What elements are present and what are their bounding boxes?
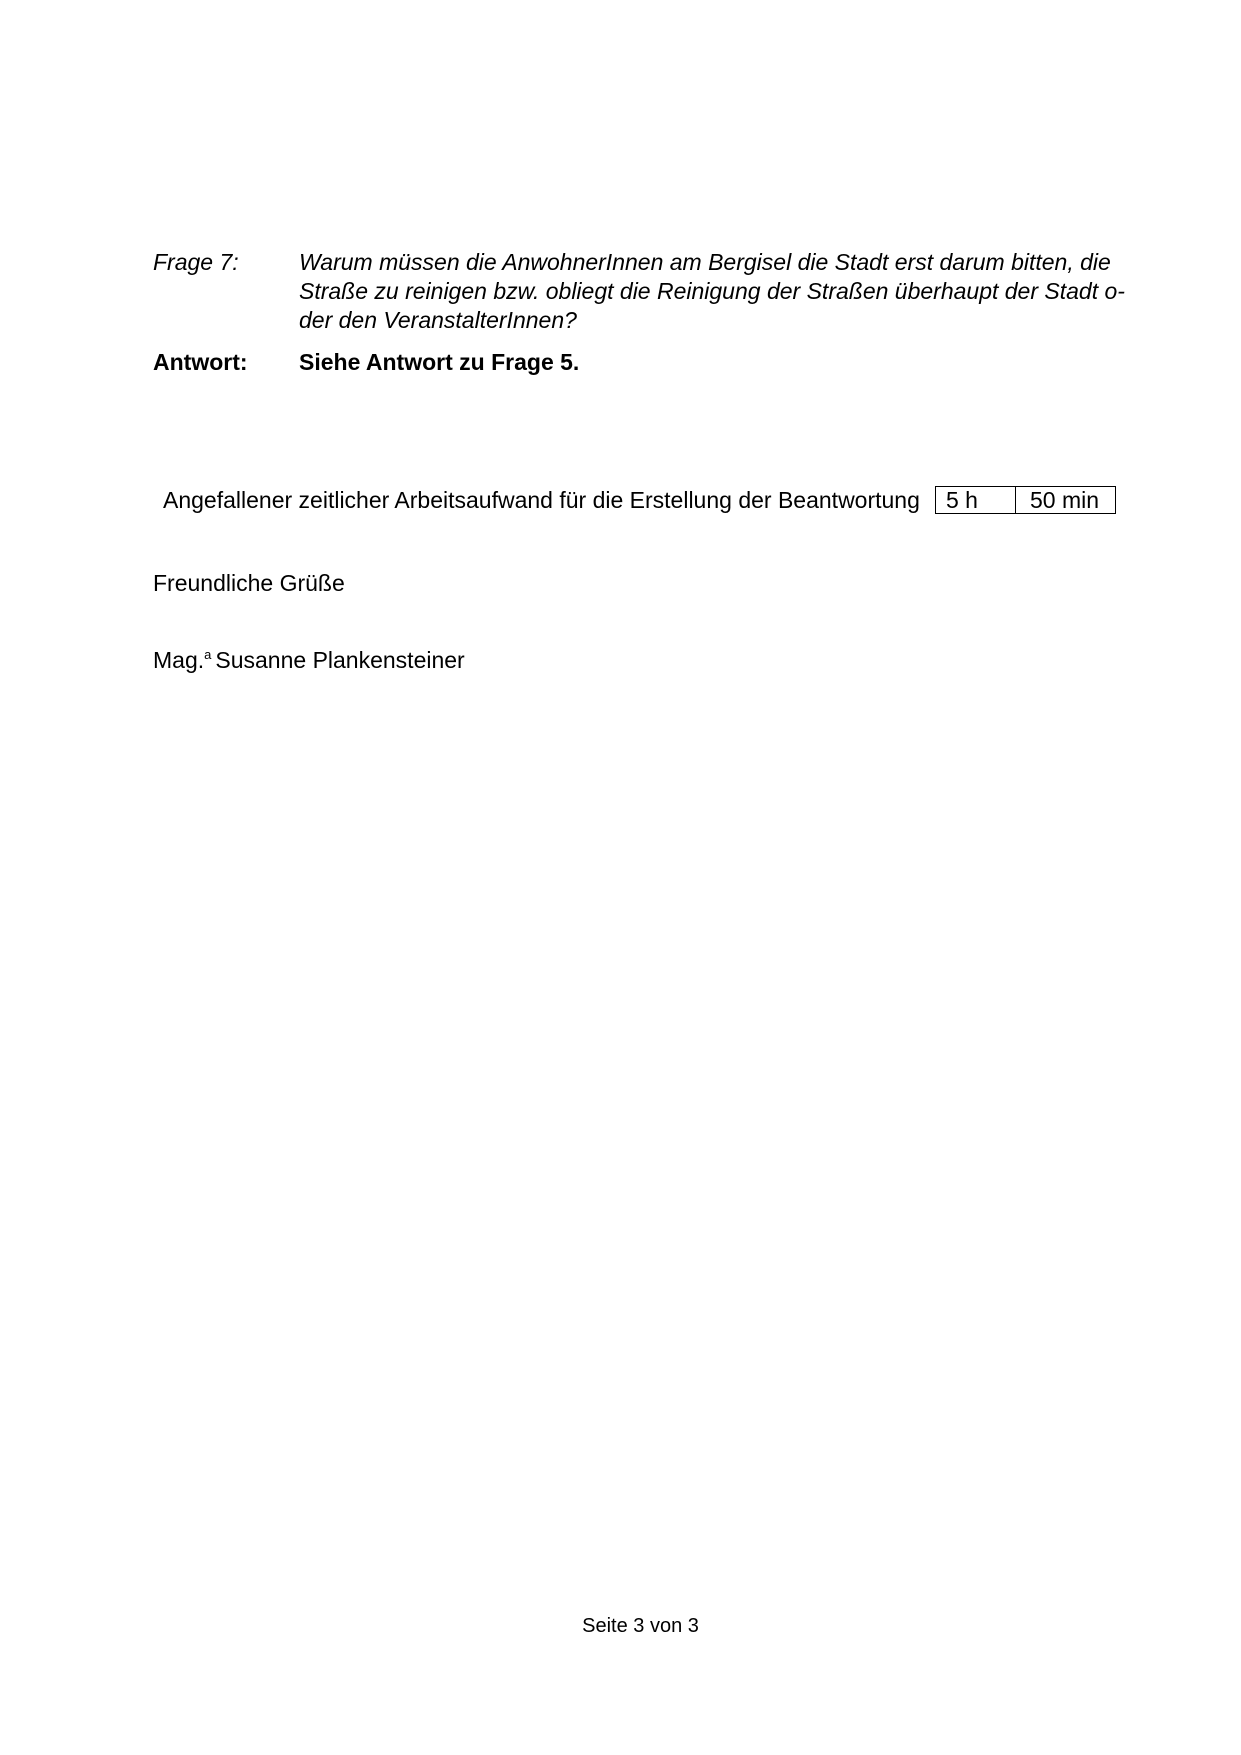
signature-title: Mag. <box>153 647 205 673</box>
effort-hours: 5 h <box>936 487 1016 514</box>
question-label: Frage 7: <box>153 249 239 275</box>
answer-text: Siehe Antwort zu Frage 5. <box>299 349 580 375</box>
greeting: Freundliche Grüße <box>153 570 345 596</box>
signature-name: Susanne Plankensteiner <box>215 647 465 673</box>
page-number: Seite 3 von 3 <box>582 1615 699 1637</box>
page-footer <box>0 1613 1241 1639</box>
signature-title-superscript: a <box>204 647 212 662</box>
question-text: Warum müssen die AnwohnerInnen am Bergisel die Stadt erst darum bitten, die Straße zu reinigen bzw. obliegt die Reinigung der Straßen überhaupt der Stadt o-der den VeranstalterInnen? <box>299 249 1125 333</box>
effort-minutes: 50 min <box>1016 487 1116 514</box>
effort-table <box>935 486 1116 514</box>
signature <box>153 640 465 675</box>
effort-label: Angefallener zeitlicher Arbeitsaufwand für die Erstellung der Beantwortung <box>163 487 920 513</box>
answer-label: Antwort: <box>153 349 248 375</box>
effort-row <box>936 487 1116 514</box>
